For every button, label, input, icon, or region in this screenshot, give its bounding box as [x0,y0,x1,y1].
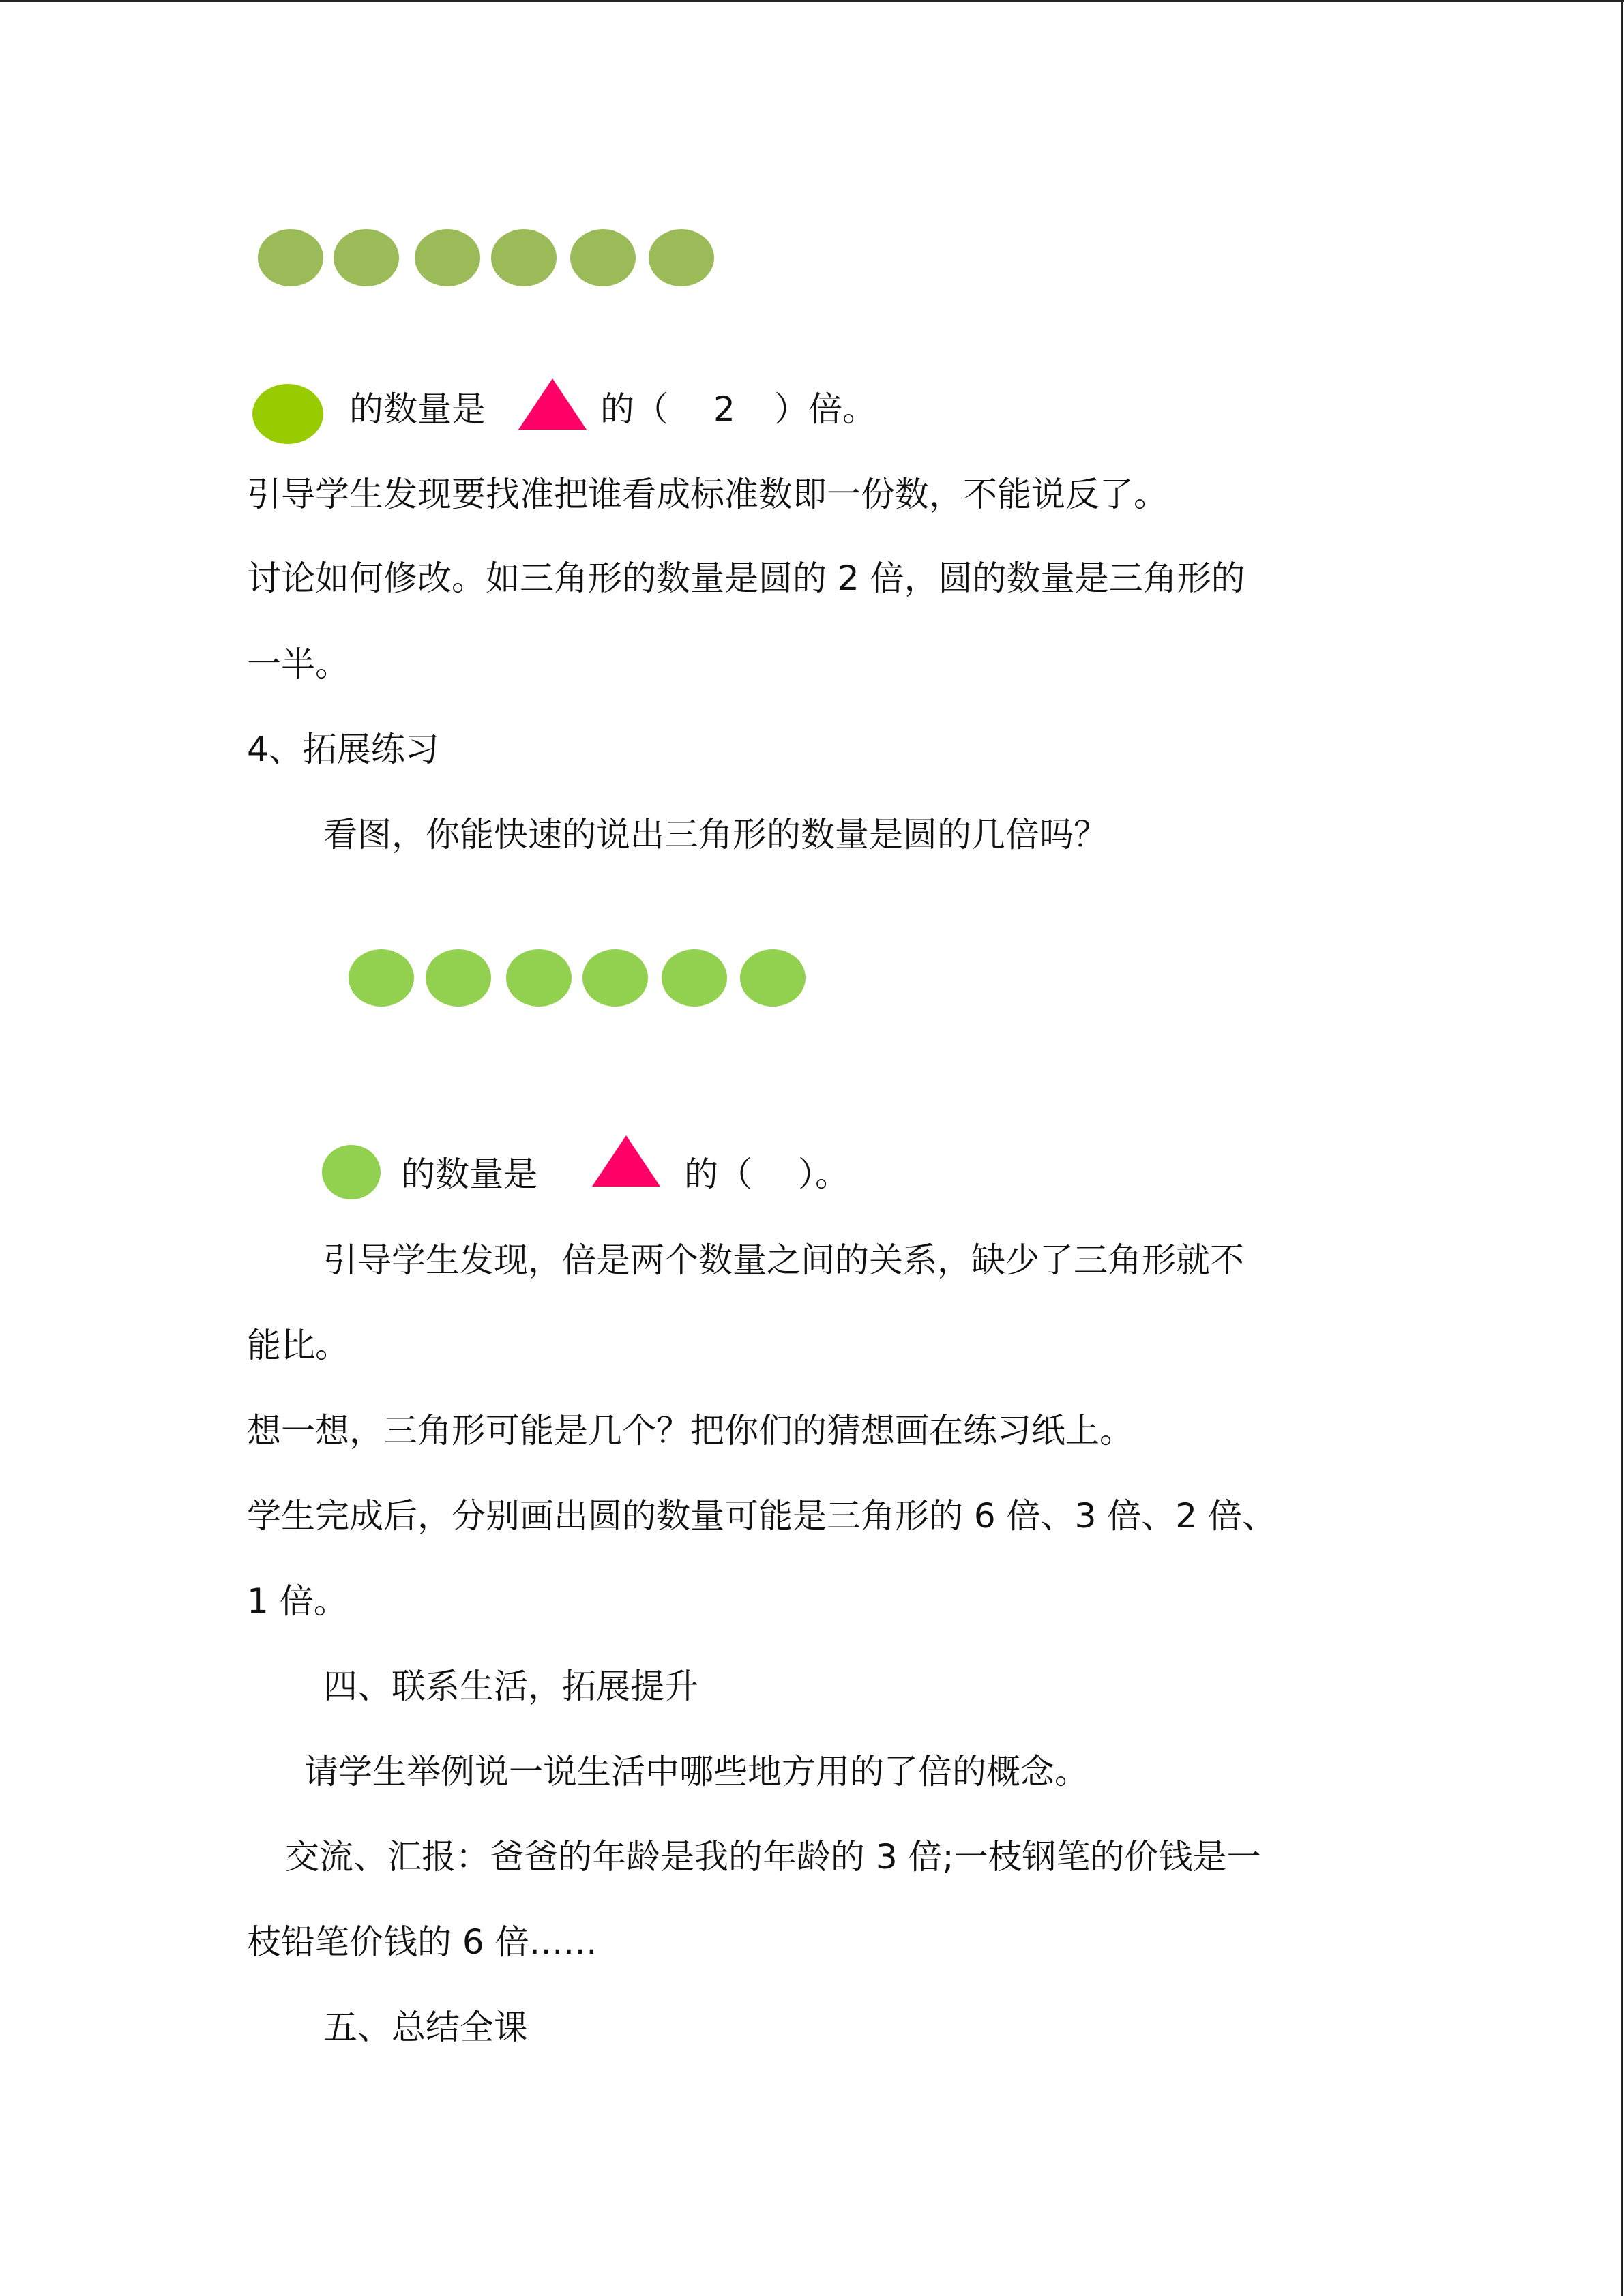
paragraph-line-8: 想一想，三角形可能是几个？把你们的猜想画在练习纸上。 [247,1411,1134,1450]
paragraph-line-3: 一半。 [247,644,349,684]
green-oval-icon [570,229,636,286]
comparison-text-b: 的（ [600,389,668,429]
pink-triangle-icon [518,378,587,430]
section-heading-life: 四、联系生活，拓展提升 [323,1667,698,1706]
green-oval-icon [506,949,572,1007]
green-oval-icon [252,384,323,444]
green-oval-icon [322,1145,381,1199]
paragraph-line-6: 引导学生发现，倍是两个数量之间的关系，缺少了三角形就不 [323,1240,1244,1280]
paragraph-line-9: 学生完成后，分别画出圆的数量可能是三角形的 6 倍、3 倍、2 倍、 [247,1496,1277,1536]
paragraph-line-10: 1 倍。 [247,1581,348,1621]
comparison-answer: 2 [713,389,735,429]
green-oval-icon [334,229,399,286]
paragraph-line-1: 引导学生发现要找准把谁看成标准数即一份数，不能说反了。 [247,475,1168,514]
comparison-text-a: 的数量是 [349,389,486,429]
green-oval-icon [349,949,414,1007]
paragraph-line-13: 交流、汇报：爸爸的年龄是我的年龄的 3 倍;一枝钢笔的价钱是一 [285,1837,1261,1877]
paragraph-line-7: 能比。 [247,1326,349,1365]
paragraph-line-12: 请学生举例说一说生活中哪些地方用的了倍的概念。 [304,1752,1089,1791]
comparison2-text-b: 的（ [684,1154,752,1194]
green-oval-icon [662,949,727,1007]
comparison2-text-a: 的数量是 [401,1154,537,1194]
green-oval-icon [415,229,480,286]
page-right-border [1621,0,1623,2296]
section-heading-summary: 五、总结全课 [323,2008,528,2047]
question-line: 看图，你能快速的说出三角形的数量是圆的几倍吗？ [323,815,1108,854]
paragraph-line-14: 枝铅笔价钱的 6 倍…… [247,1922,597,1962]
green-oval-icon [491,229,557,286]
green-oval-icon [649,229,714,286]
green-oval-icon [582,949,648,1007]
green-oval-icon [740,949,806,1007]
comparison2-text-c: ）。 [798,1154,849,1194]
green-oval-icon [426,949,491,1007]
paragraph-line-2: 讨论如何修改。如三角形的数量是圆的 2 倍，圆的数量是三角形的 [247,558,1245,598]
pink-triangle-icon [592,1135,660,1187]
comparison-text-c: ）倍。 [774,389,876,429]
section-heading-extension: 4、拓展练习 [247,730,439,769]
green-oval-icon [258,229,323,286]
page-top-border [0,0,1624,2]
